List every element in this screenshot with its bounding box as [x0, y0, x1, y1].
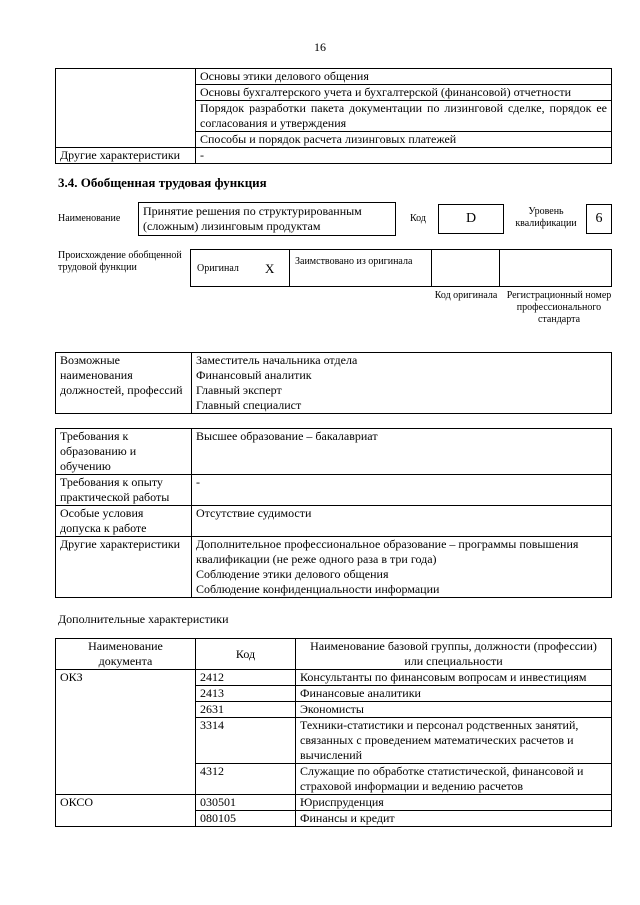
page-number: 16 — [314, 40, 326, 54]
origin-label: Происхождение обобщенной трудовой функции — [58, 250, 182, 273]
name-cell: Служащие по обработке статистической, финансовой и страховой информации и ведению расчетов — [296, 764, 612, 795]
req-value: Соблюдение конфиденциальности информации — [196, 582, 440, 596]
code-cell: 030501 — [196, 795, 296, 811]
position-item: Главный специалист — [196, 398, 302, 412]
borrowed-label: Заимствовано из оригинала — [295, 256, 413, 267]
req-label: Требования к образованию и обучению — [56, 429, 192, 475]
name-cell: Экономисты — [296, 702, 612, 718]
req-value: Соблюдение этики делового общения — [196, 567, 389, 581]
knowledge-row: Порядок разработки пакета документации по лизинговой сделке, порядок ее согласования и утверждения — [196, 101, 612, 132]
header-code: Код — [196, 639, 296, 670]
reg-caption: Регистрационный номер профессионального стандарта — [506, 290, 612, 325]
code-caption: Код оригинала — [434, 290, 498, 301]
req-label: Требования к опыту практической работы — [56, 475, 192, 506]
knowledge-row: Способы и порядок расчета лизинговых платежей — [196, 132, 612, 148]
code-cell: 2631 — [196, 702, 296, 718]
req-value: Высшее образование – бакалавриат — [192, 429, 612, 475]
position-item: Финансовый аналитик — [196, 368, 312, 382]
name-cell: Финансы и кредит — [296, 811, 612, 827]
knowledge-row: Основы бухгалтерского учета и бухгалтерской (финансовой) отчетности — [196, 85, 612, 101]
table-row — [56, 670, 612, 686]
header-doc: Наименование документа — [56, 639, 196, 670]
additional-title: Дополнительные характеристики — [58, 612, 229, 626]
code-cell: 4312 — [196, 764, 296, 795]
header-name: Наименование базовой группы, должности (профессии) или специальности — [296, 639, 612, 670]
code-cell: 2412 — [196, 670, 296, 686]
code-label: Код — [410, 213, 426, 224]
req-value: Отсутствие судимости — [192, 506, 612, 537]
name-cell: Финансовые аналитики — [296, 686, 612, 702]
doc-cell: ОКЗ — [56, 670, 196, 795]
other-label: Другие характеристики — [56, 148, 196, 164]
original-mark: X — [265, 261, 275, 276]
doc-cell: ОКСО — [56, 795, 196, 827]
top-table — [55, 68, 612, 164]
function-name-box: Принятие решения по структурированным (сложным) лизинговым продуктам — [138, 202, 396, 236]
position-item: Главный эксперт — [196, 383, 282, 397]
positions-table — [55, 352, 612, 414]
origin-box — [190, 249, 612, 287]
req-label: Особые условия допуска к работе — [56, 506, 192, 537]
level-box: 6 — [586, 204, 612, 234]
requirements-table — [55, 428, 612, 598]
other-value: - — [196, 148, 612, 164]
position-item: Заместитель начальника отдела — [196, 353, 358, 367]
code-box: D — [438, 204, 504, 234]
name-cell: Техники-статистики и персонал родственных занятий, связанных с проведением математических расчетов и вычислений — [296, 718, 612, 764]
code-cell: 3314 — [196, 718, 296, 764]
original-label: Оригинал — [197, 263, 239, 274]
level-label: Уровень квалификации — [515, 206, 577, 229]
table-row — [56, 795, 612, 811]
positions-label: Возможные наименования должностей, профессий — [56, 353, 192, 414]
code-cell: 080105 — [196, 811, 296, 827]
knowledge-row: Основы этики делового общения — [196, 69, 612, 85]
req-value: - — [192, 475, 612, 506]
name-cell: Юриспруденция — [296, 795, 612, 811]
req-label: Другие характеристики — [56, 537, 192, 598]
req-value: Дополнительное профессиональное образование – программы повышения квалификации (не реже одного раза в три года) — [196, 537, 579, 566]
name-cell: Консультанты по финансовым вопросам и инвестициям — [296, 670, 612, 686]
function-name-label: Наименование — [58, 213, 121, 224]
section-title: 3.4. Обобщенная трудовая функция — [58, 175, 267, 190]
additional-table — [55, 638, 612, 827]
code-cell: 2413 — [196, 686, 296, 702]
